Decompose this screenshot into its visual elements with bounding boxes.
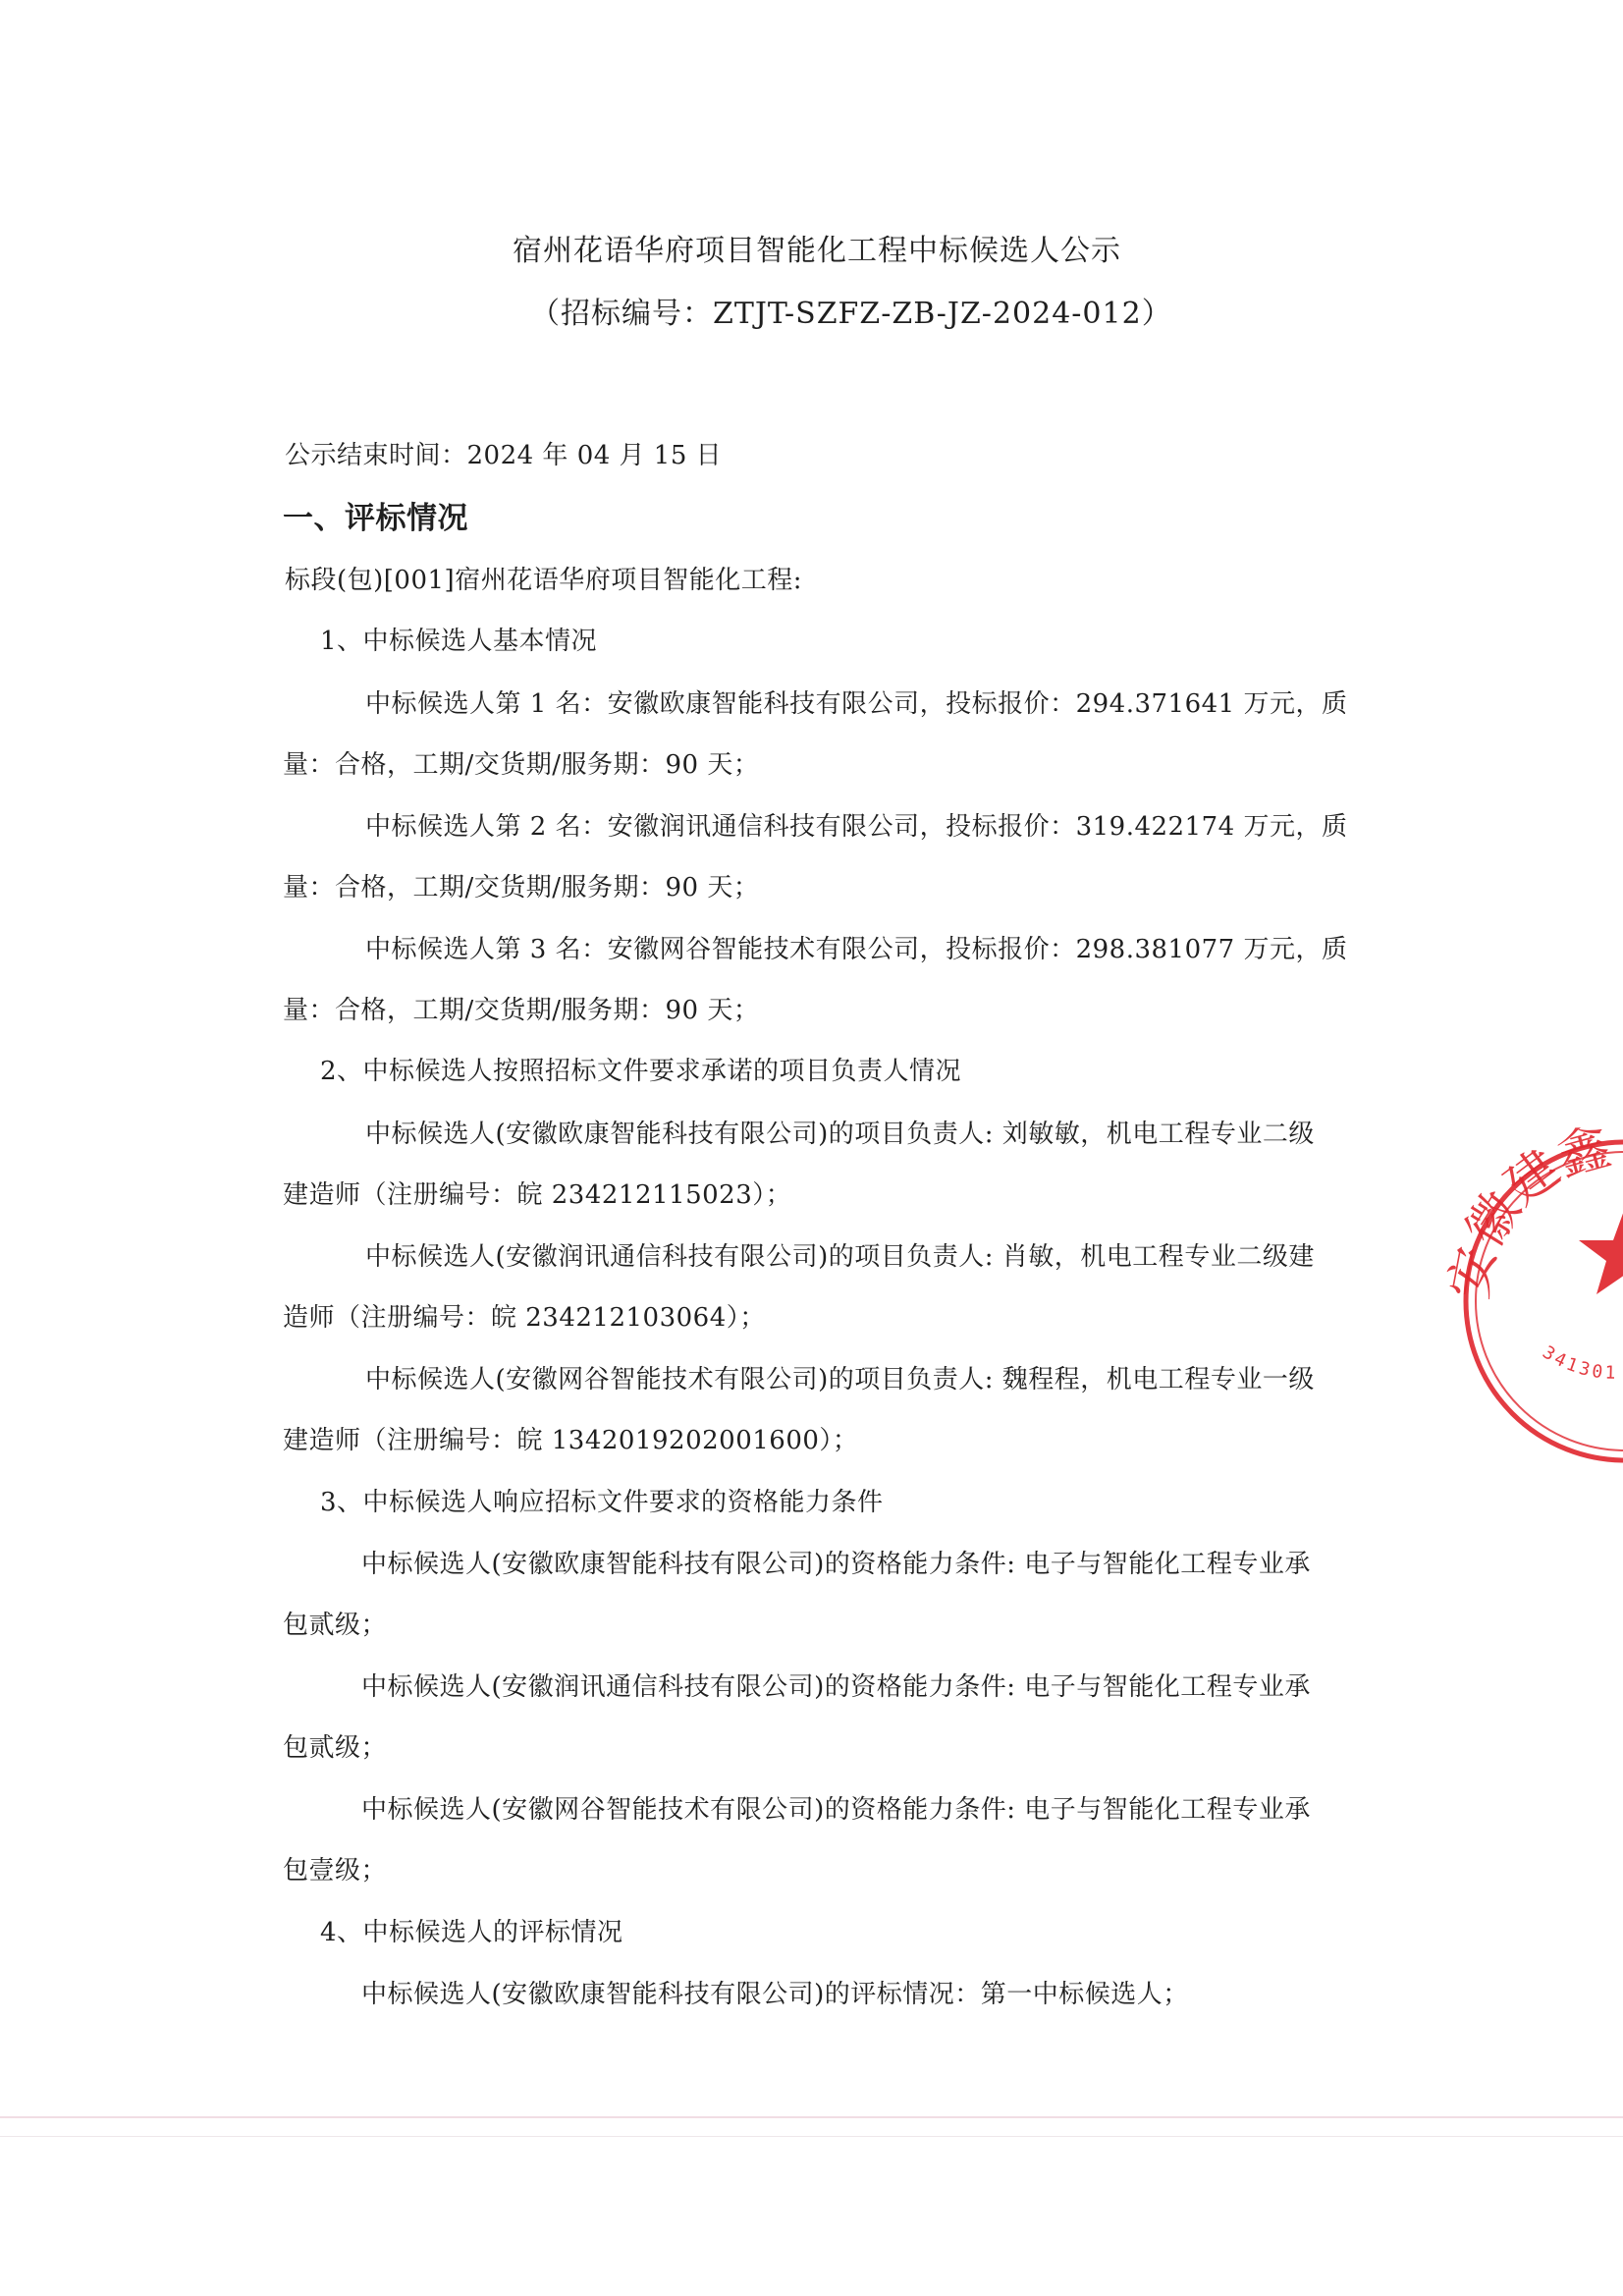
candidate-1-line-1: 中标候选人第 1 名：安徽欧康智能科技有限公司，投标报价：294.371641 万元，质 — [365, 689, 1348, 719]
evaluation-1-line: 中标候选人(安徽欧康智能科技有限公司)的评标情况：第一中标候选人； — [361, 1980, 1189, 2009]
official-seal-stamp — [1417, 1014, 1623, 1414]
candidate-3-line-2: 量：合格，工期/交货期/服务期：90 天； — [283, 996, 760, 1025]
qualification-2-line-2: 包贰级； — [283, 1733, 388, 1763]
leader-2-line-2: 造师（注册编号：皖 234212103064）； — [283, 1303, 766, 1333]
subheading-project-leader: 2、中标候选人按照招标文件要求承诺的项目负责人情况 — [320, 1057, 962, 1086]
leader-3-line-1: 中标候选人(安徽网谷智能技术有限公司)的项目负责人: 魏程程，机电工程专业一级 — [365, 1365, 1315, 1394]
bid-number: （招标编号：ZTJT-SZFZ-ZB-JZ-2024-012） — [530, 297, 1172, 331]
seal-code: 341301 — [1539, 1341, 1619, 1384]
qualification-2-line-1: 中标候选人(安徽润讯通信科技有限公司)的资格能力条件: 电子与智能化工程专业承 — [361, 1672, 1311, 1702]
seal-star-icon — [1579, 1208, 1623, 1294]
candidate-3-line-1: 中标候选人第 3 名：安徽网谷智能技术有限公司，投标报价：298.381077 万元，质 — [365, 935, 1348, 964]
subheading-qualification: 3、中标候选人响应招标文件要求的资格能力条件 — [320, 1488, 884, 1517]
candidate-2-line-2: 量：合格，工期/交货期/服务期：90 天； — [283, 873, 760, 902]
subheading-basic-info: 1、中标候选人基本情况 — [320, 627, 598, 656]
qualification-3-line-1: 中标候选人(安徽网谷智能技术有限公司)的资格能力条件: 电子与智能化工程专业承 — [361, 1795, 1311, 1825]
leader-3-line-2: 建造师（注册编号：皖 1342019202001600）； — [283, 1426, 859, 1455]
seal-text-arc: 安徽建鑫工程咨 — [1417, 1014, 1617, 1304]
lot-line: 标段(包)[001]宿州花语华府项目智能化工程: — [285, 566, 802, 595]
document-title: 宿州花语华府项目智能化工程中标候选人公示 — [513, 234, 1121, 268]
leader-1-line-1: 中标候选人(安徽欧康智能科技有限公司)的项目负责人: 刘敏敏，机电工程专业二级 — [365, 1120, 1315, 1149]
publicity-end-time: 公示结束时间：2024 年 04 月 15 日 — [285, 441, 723, 470]
qualification-1-line-2: 包贰级； — [283, 1611, 388, 1640]
leader-1-line-2: 建造师（注册编号：皖 234212115023）； — [283, 1180, 792, 1210]
qualification-1-line-1: 中标候选人(安徽欧康智能科技有限公司)的资格能力条件: 电子与智能化工程专业承 — [361, 1550, 1311, 1579]
qualification-3-line-2: 包壹级； — [283, 1856, 388, 1886]
scan-divider-faint — [0, 2136, 1623, 2137]
subheading-evaluation-result: 4、中标候选人的评标情况 — [320, 1918, 623, 1947]
candidate-1-line-2: 量：合格，工期/交货期/服务期：90 天； — [283, 750, 760, 780]
scan-divider — [0, 2116, 1623, 2118]
candidate-2-line-1: 中标候选人第 2 名：安徽润讯通信科技有限公司，投标报价：319.422174 万元，质 — [365, 812, 1348, 842]
section-heading-evaluation: 一、评标情况 — [283, 501, 468, 536]
leader-2-line-1: 中标候选人(安徽润讯通信科技有限公司)的项目负责人: 肖敏，机电工程专业二级建 — [365, 1242, 1315, 1272]
